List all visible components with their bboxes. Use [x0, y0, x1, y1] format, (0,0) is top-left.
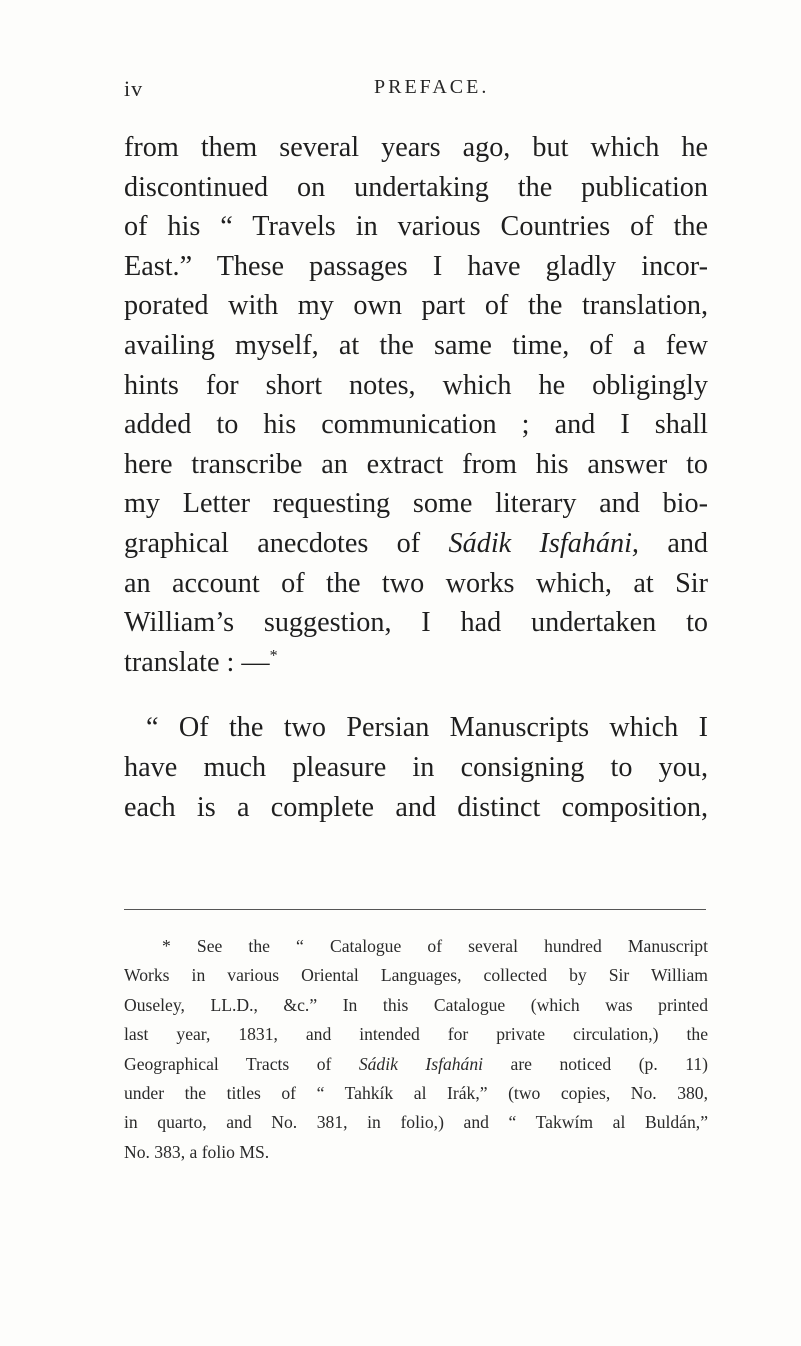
footnote-line: No. 383, a folio MS.: [124, 1141, 270, 1162]
text-line: hints for short notes, which he obligingly: [124, 369, 708, 401]
paragraph-gap: [124, 682, 708, 708]
text-line: [124, 643, 708, 683]
text-line: of his “ Travels in various Countries of the: [124, 211, 708, 243]
text-line: here transcribe an extract from his answer to: [124, 448, 708, 480]
main-text: [124, 128, 708, 827]
text-segment: translate : —: [124, 646, 270, 678]
text-segment: graphical anecdotes of: [124, 527, 421, 559]
footnote-line: under the titles of “ Tahkík al Irák,” (two copies, No. 380,: [124, 1083, 708, 1104]
footnote-line: Works in various Oriental Languages, collected by Sir William: [124, 965, 708, 986]
footnote-line: [124, 932, 708, 961]
footnote-divider: [124, 909, 706, 910]
footnote-line: last year, 1831, and intended for private circulation,) the: [124, 1024, 708, 1045]
quote-line: each is a complete and distinct composition,: [124, 791, 708, 823]
text-line: [124, 524, 708, 564]
quote-line: have much pleasure in consigning to you,: [124, 751, 708, 783]
text-line: discontinued on undertaking the publication: [124, 171, 708, 203]
text-line: availing myself, at the same time, of a few: [124, 329, 708, 361]
text-line: William’s suggestion, I had undertaken to: [124, 607, 708, 639]
author-name-italic: Sádik Isfaháni: [358, 1053, 484, 1074]
footnote-line: in quarto, and No. 381, in folio,) and “ Takwím al Buldán,”: [124, 1112, 708, 1133]
text-segment: Geographical Tracts of: [124, 1053, 332, 1074]
footnote-line: Ouseley, LL.D., &c.” In this Catalogue (which was printed: [124, 994, 708, 1015]
footnote: [124, 932, 708, 1167]
text-line: an account of the two works which, at Sir: [124, 567, 708, 599]
text-line: my Letter requesting some literary and bio-: [124, 488, 708, 520]
page-number: iv: [124, 76, 144, 101]
text-line: East.” These passages I have gladly incor-: [124, 250, 708, 282]
author-name-italic: Sádik Isfaháni,: [448, 527, 639, 559]
footnote-marker: *: [162, 936, 171, 956]
text-segment: and: [667, 527, 709, 559]
footnote-line: [124, 1050, 708, 1079]
footnote-marker: *: [269, 647, 278, 665]
text-line: porated with my own part of the translation,: [124, 290, 708, 322]
running-head: PREFACE.: [374, 76, 490, 98]
text-line: added to his communication ; and I shall: [124, 409, 708, 441]
page-header: [124, 76, 704, 106]
quote-line: “ Of the two Persian Manuscripts which I: [146, 712, 708, 744]
text-line: from them several years ago, but which he: [124, 132, 708, 163]
text-segment: are noticed (p. 11): [510, 1053, 709, 1074]
text-segment: See the “ Catalogue of several hundred Manuscript: [196, 936, 708, 956]
